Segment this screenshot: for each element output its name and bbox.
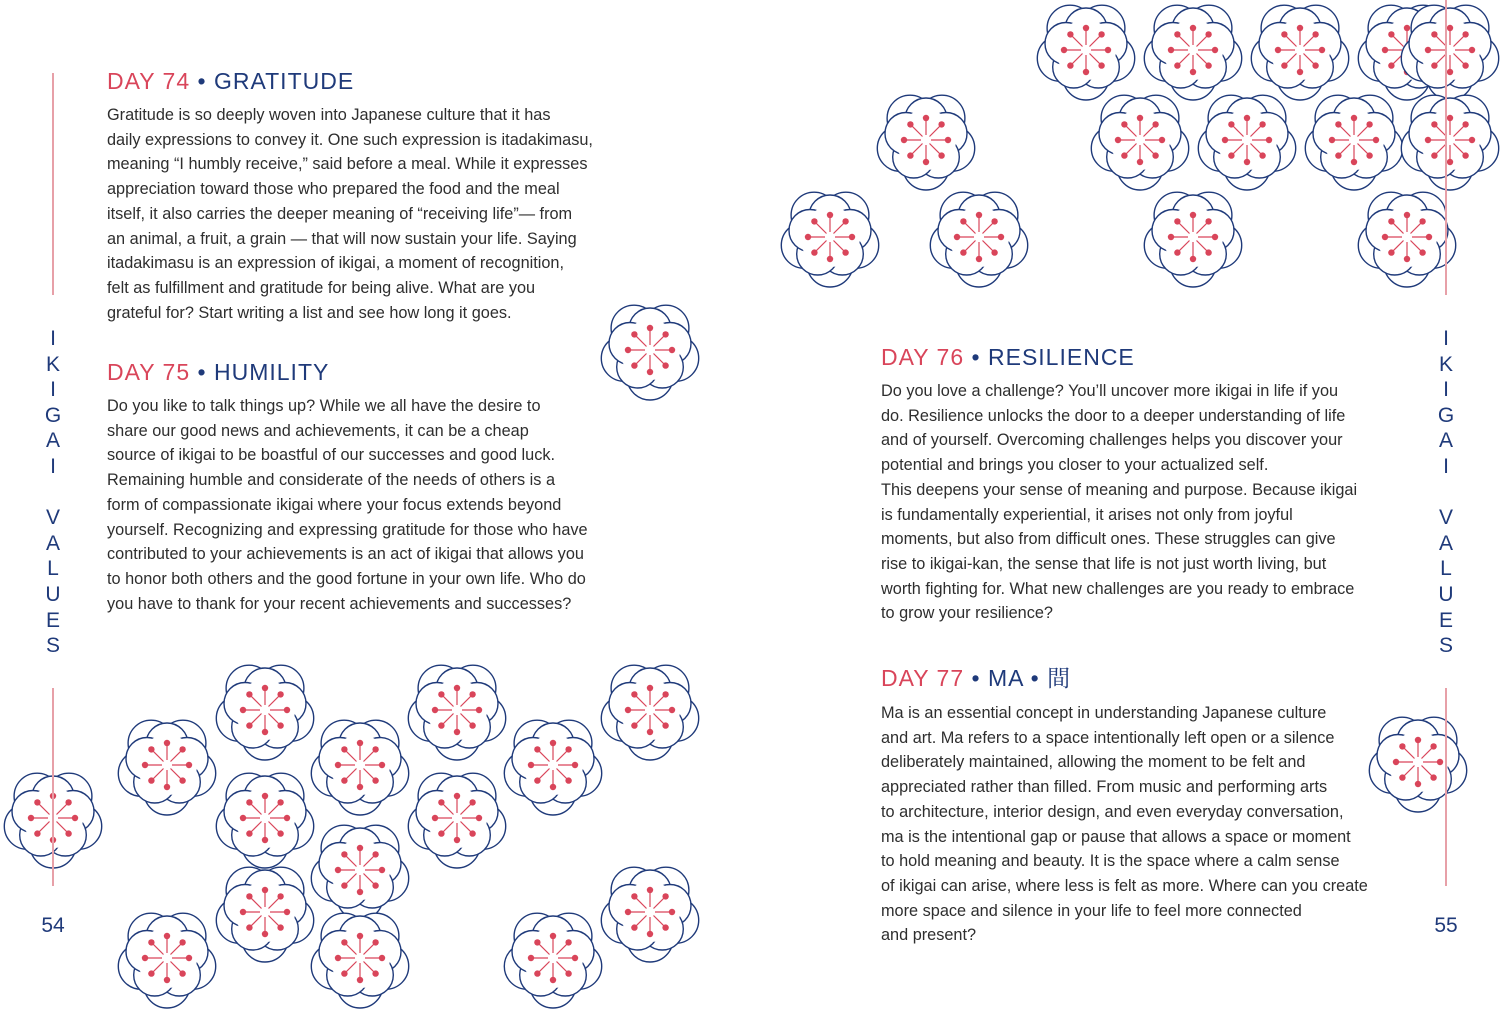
- text-line: to hold meaning and beauty. It is the space where a calm sense: [881, 852, 1340, 871]
- plum-blossom-icon: [216, 665, 313, 760]
- plum-blossom-icon: [216, 867, 313, 962]
- plum-blossom-icon: [1037, 5, 1134, 100]
- text-line: potential and brings you closer to your actualized self.: [881, 456, 1269, 475]
- text-line: moments, but also from difficult ones. These struggles can give: [881, 530, 1336, 549]
- text-line: rise to ikigai-kan, the sense that life is not just worth living, but: [881, 554, 1327, 573]
- running-head-letter: L: [47, 557, 59, 581]
- text-line: felt as fulfillment and gratitude for being alive. What are you: [107, 278, 536, 297]
- running-head-letter: E: [1438, 608, 1453, 632]
- plum-blossom-icon: [601, 867, 698, 962]
- plum-blossom-icon: [1198, 95, 1295, 190]
- plum-blossom-icon: [504, 913, 601, 1008]
- running-head-letter: [1431, 480, 1461, 506]
- text-line: of ikigai can arise, where less is felt as more. Where can you create: [881, 876, 1368, 895]
- text-line: an animal, a fruit, a grain — that will now sustain your life. Saying: [107, 229, 577, 248]
- running-head-letter: I: [1443, 327, 1449, 350]
- running-head-letter: E: [45, 608, 60, 632]
- text-line: do. Resilience unlocks the door to a deeper understanding of life: [881, 406, 1346, 425]
- section-heading: DAY 74 • GRATITUDE: [107, 68, 355, 94]
- running-head-letter: K: [1438, 352, 1453, 376]
- section-heading: DAY 77 • MA • 間: [881, 665, 1072, 691]
- plum-blossom-icon: [118, 913, 215, 1008]
- section-day-77: [881, 660, 1368, 948]
- section-day-76: [881, 344, 1357, 626]
- text-line: to architecture, interior design, and even everyday conversation,: [881, 802, 1344, 821]
- running-head-letter: U: [1438, 582, 1454, 606]
- plum-blossom-icon: [216, 773, 313, 868]
- plum-blossom-icon: [504, 720, 601, 815]
- section-body: [881, 379, 1357, 626]
- text-line: Gratitude is so deeply woven into Japanese culture that it has: [107, 106, 551, 124]
- text-line: itself, it also carries the deeper meaning of “receiving life”— from: [107, 204, 573, 223]
- plum-blossom-icon: [311, 913, 408, 1008]
- text-line: and present?: [881, 926, 977, 945]
- section-body: [881, 701, 1368, 948]
- running-head-letter: [38, 480, 68, 506]
- section-body: [107, 103, 593, 325]
- text-line: meaning “I humbly receive,” said before a meal. While it expresses: [107, 155, 588, 174]
- running-head-left: [38, 326, 68, 659]
- text-line: form of compassionate ikigai where your focus extends beyond: [107, 495, 562, 514]
- running-head-letter: I: [50, 327, 56, 350]
- text-line: grateful for? Start writing a list and see how long it goes.: [107, 303, 512, 322]
- section-body: [107, 394, 588, 616]
- plum-blossom-icon: [118, 720, 215, 815]
- plum-blossom-icon: [1144, 192, 1241, 287]
- running-head-letter: I: [1443, 378, 1449, 402]
- running-head-letter: A: [1438, 429, 1453, 453]
- plum-blossom-icon: [781, 192, 878, 287]
- text-line: is fundamentally experiential, it arises not only from joyful: [881, 505, 1293, 524]
- text-line: contributed to your achievements is an act of ikigai that allows you: [107, 545, 584, 564]
- running-head-right: [1431, 326, 1461, 659]
- page-number-right: 55: [1434, 914, 1458, 937]
- text-line: itadakimasu is an expression of ikigai, a moment of recognition,: [107, 254, 565, 273]
- plum-blossom-icon: [601, 665, 698, 760]
- section-heading: DAY 75 • HUMILITY: [107, 359, 330, 385]
- text-line: and of yourself. Overcoming challenges helps you discover your: [881, 431, 1343, 450]
- text-line: Do you love a challenge? You’ll uncover more ikigai in life if you: [881, 382, 1339, 400]
- running-head-letter: A: [45, 531, 60, 555]
- running-head-letter: V: [1438, 506, 1453, 530]
- running-head-letter: S: [1438, 634, 1453, 658]
- text-line: source of ikigai to be boastful of our successes and good luck.: [107, 446, 555, 465]
- plum-blossom-icon: [1369, 717, 1466, 812]
- plum-blossom-icon: [1358, 192, 1455, 287]
- text-line: more space and silence in your life to feel more connected: [881, 901, 1302, 920]
- running-head-letter: V: [45, 506, 60, 530]
- text-line: to grow your resilience?: [881, 604, 1053, 623]
- running-head-letter: I: [50, 454, 56, 478]
- margin-rule: [52, 73, 54, 295]
- plum-blossom-icon: [408, 773, 505, 868]
- running-head-letter: U: [45, 582, 61, 606]
- plum-blossom-icon: [1251, 5, 1348, 100]
- plum-blossom-icon: [601, 305, 698, 400]
- section-day-75: [107, 359, 588, 616]
- text-line: Do you like to talk things up? While we all have the desire to: [107, 397, 541, 415]
- text-line: you have to thank for your recent achievements and successes?: [107, 594, 572, 613]
- plum-blossom-icon: [1305, 95, 1402, 190]
- text-line: and art. Ma refers to a space intentionally left open or a silence: [881, 728, 1335, 747]
- text-line: Remaining humble and considerate of the needs of others is a: [107, 471, 556, 490]
- running-head-letter: I: [50, 378, 56, 402]
- text-line: worth fighting for. What new challenges are you ready to embrace: [881, 579, 1355, 598]
- running-head-letter: G: [1437, 403, 1455, 427]
- text-line: appreciated rather than filled. From music and performing arts: [881, 778, 1328, 797]
- plum-blossom-icon: [408, 665, 505, 760]
- text-line: to honor both others and the good fortune in your own life. Who do: [107, 569, 586, 588]
- running-head-letter: K: [45, 352, 60, 376]
- text-line: This deepens your sense of meaning and purpose. Because ikigai: [881, 480, 1358, 499]
- running-head-letter: I: [1443, 454, 1449, 478]
- margin-rule: [52, 688, 54, 886]
- running-head-letter: A: [1438, 531, 1453, 555]
- plum-blossom-icon: [1144, 5, 1241, 100]
- section-heading: DAY 76 • RESILIENCE: [881, 344, 1135, 370]
- running-head-letter: S: [45, 634, 60, 658]
- text-line: daily expressions to convey it. One such expression is itadakimasu,: [107, 130, 593, 149]
- running-head-letter: L: [1440, 557, 1452, 581]
- margin-rule: [1445, 0, 1447, 295]
- plum-blossom-icon: [930, 192, 1027, 287]
- plum-blossom-icon: [1401, 95, 1498, 190]
- section-day-74: [107, 68, 593, 325]
- text-line: yourself. Recognizing and expressing gratitude for those who have: [107, 520, 588, 539]
- running-head-letter: G: [44, 403, 62, 427]
- text-line: ma is the intentional gap or pause that allows a space or moment: [881, 827, 1351, 846]
- text-line: Ma is an essential concept in understanding Japanese culture: [881, 704, 1327, 722]
- plum-blossom-icon: [1091, 95, 1188, 190]
- margin-rule: [1445, 688, 1447, 886]
- running-head-letter: A: [45, 429, 60, 453]
- text-line: deliberately maintained, allowing the moment to be felt and: [881, 753, 1306, 772]
- page-number-left: 54: [41, 914, 65, 937]
- text-line: appreciation toward those who prepared the food and the meal: [107, 180, 560, 199]
- plum-blossom-icon: [311, 825, 408, 920]
- plum-blossom-icon: [877, 95, 974, 190]
- text-line: share our good news and achievements, it can be a cheap: [107, 421, 529, 440]
- plum-blossom-icon: [311, 720, 408, 815]
